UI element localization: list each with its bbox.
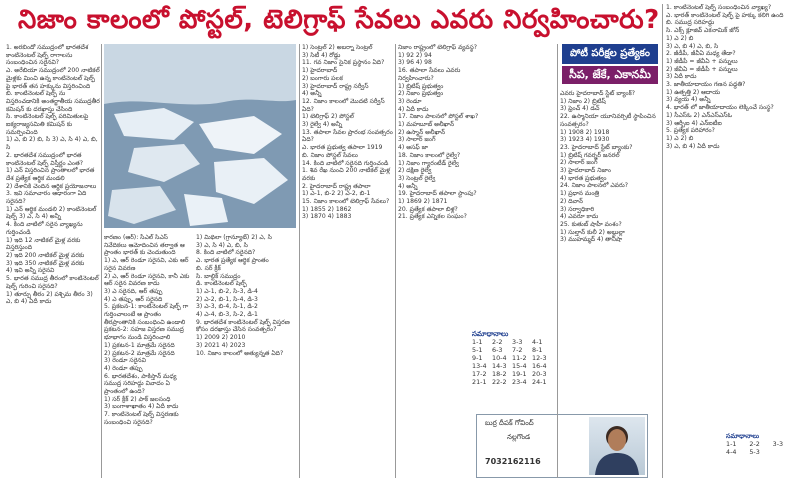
answers-grid-2	[726, 440, 796, 456]
text-line: 4) ఇవి అన్నీ సరైనవి	[6, 267, 55, 275]
answer-cell: 7-2	[512, 346, 523, 354]
text-line: 1) మిథిలా (గ్రాన్యూట్) 2) ఎ, సి	[196, 234, 272, 241]
author-name: బుర్ర దీపక్ గోవింద్	[485, 419, 534, 427]
text-line: ఎ. భారత ప్రత్యేక ఆర్థిక ప్రాంతం	[196, 257, 269, 265]
text-line: 1) ఎన్ ఆర్థిక మండలి 2) కాంటినెంటల్ షెల్ఫ్ 3) ఎ, సి 4) అన్నీ	[6, 205, 97, 221]
answer-cell: 10-4	[492, 354, 507, 362]
answer-cell: 2-2	[749, 440, 760, 448]
answer-cell: 23-4	[512, 378, 527, 386]
text-line: 1) సర్ క్రీక్ 2) పాక్ జలసంధి	[104, 395, 171, 403]
text-line: 1) ప్రధాన మంత్రి	[560, 190, 600, 198]
text-line: 3) ఎ, బి 4) ఏదీ కాదు	[666, 142, 720, 150]
answer-cell: 17-2	[472, 370, 487, 378]
text-line: 5. ప్రత్యేక పరిహారం?	[666, 127, 715, 135]
answer-cell: 8-1	[532, 346, 543, 354]
text-line: 1) 1908 2) 1918	[560, 128, 610, 136]
column-divider	[395, 44, 396, 478]
text-line: 18. నిజాం కాలంలో రైల్వే?	[398, 151, 461, 159]
question-column-5	[398, 44, 490, 478]
text-line: 3) 1923 4) 1930	[560, 136, 610, 144]
author-place: నల్లగొండ	[507, 433, 531, 441]
text-line: 12. నిజాం కాలంలో మొదటి సర్వీస్ ఏది?	[302, 97, 385, 113]
question-column-6	[560, 90, 660, 326]
text-line: 3) సర్వాధికారి	[560, 205, 595, 213]
text-line: 6. భారతదేశం, పాకిస్తాన్ మధ్య సముద్ర సరిహద్దు వివాదం ఏ ప్రాంతంలో ఉంది?	[104, 372, 177, 396]
question-column-7	[666, 4, 796, 428]
text-line: 9. భారతదేశ కాంటినెంటల్ షెల్ఫ్ విస్తరణ కోసం దరఖాస్తు చేసిన సంవత్సరం?	[196, 318, 290, 334]
text-line: 23. హైదరాబాద్ స్టేట్ బ్యాంకు?	[560, 143, 633, 151]
text-line: 1) హైదరాబాద్	[302, 67, 338, 75]
question-column-4	[302, 44, 394, 478]
text-line: 4) అన్నీ	[302, 90, 322, 98]
text-line: 3) 2021 4) 2023	[196, 341, 246, 349]
column-divider	[101, 44, 102, 478]
column-divider	[299, 44, 300, 478]
text-line: 5. ప్రకటన-1: కాంటినెంటల్ షెల్ఫ్ గా గుర్తించాలంటే ఆ ప్రాంతం తీరప్రాంతానికి సంబంధించి ఉండాలి	[104, 303, 189, 326]
text-line: 1) సెంట్రల్ 2) అబర్నా సెంట్రల్	[302, 44, 373, 51]
text-line: 1) ఉత్పత్తి 2) ఆదాయ	[666, 88, 721, 96]
answer-cell: 22-2	[492, 378, 507, 386]
text-line: 3) ఇది 350 నాటికల్ మైళ్ల వరకు	[6, 259, 85, 267]
text-line: 2) ప్రకటన-2 మాత్రమే సరైనది	[104, 349, 175, 357]
text-line: 15. నిజాం కాలంలో టెలిగ్రాఫ్ సేవలు?	[302, 198, 390, 206]
competitive-exam-special-badge: పోటీ పరీక్షల ప్రత్యేకం	[562, 44, 658, 64]
text-line: 2) ఎ, ఆర్ రెండూ సరైనవి, కానీ ఎకు ఆర్ సరైన వివరణ కాదు	[104, 272, 190, 288]
text-line: 1) ఇది 12 నాటికల్ మైళ్ల వరకు విస్తరిస్తుంది	[6, 236, 81, 252]
author-phone: 7032162116	[485, 457, 541, 466]
text-line: 2. హైదరాబాద్ రాష్ట్ర తపాలా	[302, 182, 371, 190]
answers-table-2	[726, 432, 796, 456]
text-line: సి. ఎక్స్ క్లూజివ్ ఎకనామిక్ జోన్	[666, 27, 740, 35]
text-line: 3) సెంట్రల్ రైల్వే	[398, 174, 436, 182]
text-line: 3) 1870 4) 1883	[302, 213, 352, 221]
answer-cell: 12-3	[532, 354, 547, 362]
text-line: 1. కాంటినెంటల్ షెల్ఫ్ సంబంధించిన వ్యాఖ్య?	[666, 4, 772, 11]
answer-cell: 3-3	[772, 440, 784, 448]
text-line: 2) ఇది 200 నాటికల్ మైళ్ల వరకు	[6, 251, 85, 259]
answer-cell: 6-3	[492, 346, 503, 354]
answer-cell: 3-3	[512, 338, 523, 346]
text-line: ఎ. భారత ప్రభుత్వ తపాలా 1919	[302, 144, 383, 152]
answer-cell: 5-1	[472, 346, 483, 354]
text-line: 4) ఏదీ కాదు	[398, 105, 429, 113]
answer-cell: 21-1	[472, 378, 487, 386]
text-line: 1) ఎ-1, బి-2 2) ఎ-2, బి-1	[302, 190, 371, 198]
text-line: 3) హైదరాబాద్ రాష్ట్ర సర్వీస్	[302, 82, 369, 90]
author-photo	[589, 417, 645, 475]
text-line: ఎవరు హైదరాబాద్ స్టేట్ బ్యాంక్?	[560, 90, 636, 97]
text-line: 3) ఎ, బి 4) ఎ, బి, సి	[666, 42, 719, 50]
text-line: 1) ఎ 2) బి	[666, 134, 694, 142]
text-line: 3. ఇవి సమాచారం ఆధారంగా ఏది సరైనది?	[6, 190, 87, 206]
text-line: 1) బ్రిటిష్ ప్రభుత్వం	[398, 82, 444, 90]
text-line: 1) తూర్పు తీరం 2) పశ్చిమ తీరం 3) ఎ, బి 4) ఏదీ కాదు	[6, 290, 93, 306]
text-line: 20. ప్రత్యేక తపాలా బిళ్ల?	[398, 205, 458, 213]
text-line: నిజాం రాష్ట్రంలో టెలిగ్రాఫ్ వ్యవస్థ?	[398, 44, 478, 51]
question-column-3	[196, 234, 296, 478]
text-line: 1. శివ రేఖ నుంచి 200 నాటికల్ మైళ్ల వరకు	[302, 167, 391, 182]
text-line: 22. ఉస్మానియా యూనివర్సిటీ స్థాపించిన సంవత్సరం?	[560, 113, 656, 128]
answer-cell: 18-2	[492, 370, 507, 378]
text-line: 1) 92 2) 94	[398, 51, 432, 59]
text-line: 1) 1855 2) 1862	[302, 205, 352, 213]
author-box	[476, 414, 648, 478]
text-line: 11. గవ నిజాం సైనిక ప్రస్థానం ఏది?	[302, 59, 385, 67]
column-divider	[557, 44, 558, 478]
answer-cell: 20-3	[532, 370, 547, 378]
answer-cell: 15-4	[512, 362, 527, 370]
answer-cell: 14-3	[492, 362, 507, 370]
text-line: 4. భారత్ లో జాతీయాదాయం లెక్కించే సంస్థ?	[666, 104, 774, 112]
answers-table	[472, 330, 552, 386]
text-line: 2) బంగారు పలక	[302, 74, 343, 82]
text-line: 5. భారత సముద్ర తీరంలో కాంటినెంటల్ షెల్ఫ్ గురించి సరైనది?	[6, 275, 99, 290]
text-line: 3) ఏదీ కాదు	[666, 73, 697, 81]
text-line: 2) దివాన్	[560, 197, 583, 205]
text-line: 1) ఎ, ఆర్ రెండూ సరైనవి, ఎకు ఆర్ సరైన వివరణ	[104, 257, 189, 272]
headline: నిజాం కాలంలో పోస్టల్, టెలిగ్రాఫ్ సేవలు ఎవరు నిర్వహించారు?	[18, 5, 660, 35]
text-line: 3) సిటీ 4) రోడ్డు	[302, 51, 341, 59]
answer-cell: 16-4	[532, 362, 547, 370]
text-line: 1) సీఎస్ఓ 2) ఎన్ఎస్ఎస్ఓ	[666, 111, 732, 119]
answer-cell: 1-1	[726, 440, 737, 448]
answers-grid	[472, 338, 552, 386]
text-line: 3. జాతీయాదాయం గణన పద్ధతి?	[666, 81, 746, 89]
question-column-2	[104, 234, 192, 478]
text-line: 3) ఎ సరైనది, ఆర్ తప్పు	[104, 287, 163, 295]
text-line: 4) అన్నీ	[398, 182, 418, 190]
text-line: 3) రెండూ	[398, 97, 422, 105]
text-line: 3) వ్యయ 4) అన్నీ	[666, 96, 711, 104]
text-line: 4) ఎ తప్పు, ఆర్ సరైనది	[104, 295, 163, 303]
text-line: 21. ప్రత్యేక ఎన్నికల సంఘం?	[398, 213, 467, 221]
answer-cell: 2-2	[492, 338, 503, 346]
question-column-1	[6, 44, 100, 478]
text-line: ప్రకటన-2: సహజ విస్తరణ సముద్ర భూభాగం నుండి విస్తరించాలి	[104, 326, 184, 342]
text-line: 3) ముహమ్మద్ 4) తానీషా	[560, 236, 623, 244]
text-line: 2) జీవీఏ = జీడీపీ + పన్నులు	[666, 65, 738, 73]
text-line: 3) ఫ్రెంచ్ 4) డచ్	[560, 105, 600, 113]
answer-cell: 19-1	[512, 370, 527, 378]
text-line: 1) మహబూబ్ అలీఖాన్	[398, 121, 455, 129]
answers-2-heading: సమాధానాలు	[726, 432, 760, 440]
text-line: 3) రైల్వే 4) అన్నీ	[302, 121, 343, 129]
answer-cell: 4-4	[726, 448, 737, 456]
text-line: 4. కింది వాటిలో సరైన వ్యాఖ్యను గుర్తించండి	[6, 221, 83, 236]
text-line: 1) ప్రకటన-1 మాత్రమే సరైనది	[104, 341, 175, 349]
text-line: కారణం (ఆర్): సీఎల్ సిఎస్ నివేదికలు ఆమోదించిన తర్వాత ఆ ప్రాంతం భారత్ కు చెందుతుంది	[104, 234, 185, 257]
text-line: 3) ఎ, సి 4) ఎ, బి, సి	[196, 241, 248, 249]
answer-cell: 9-1	[472, 354, 483, 362]
answer-cell: 1-1	[472, 338, 483, 346]
text-line: 2) దేశానికి చెందిన ఆర్థిక ప్రయోజనాలు	[6, 182, 97, 190]
text-line: 3) ఎ-3, బి-4, సి-1, డి-2	[196, 303, 258, 311]
text-line: 1) టెలిగ్రాఫ్ 2) పోస్టల్	[302, 113, 354, 121]
text-line: డి. కాంటినెంటల్ షెల్ఫ్	[196, 280, 247, 288]
text-line: 1. అరబిందో సముద్రంలో భారతదేశ కాంటినెంటల్ షెల్ఫ్ రాగాలను సంబంధించిన సరైనవి?	[6, 44, 89, 67]
column-divider	[662, 4, 663, 478]
text-line: 1) జీడీపీ = జీవీఏ + పన్నులు	[666, 57, 738, 65]
subject-badge: సీప, జేకే, ఎకానమీ	[562, 66, 658, 84]
text-line: 16. తపాలా సేవలు ఎవరు నిర్వహించారు?	[398, 67, 461, 82]
answer-cell: 24-1	[532, 378, 547, 386]
text-line: బి. సర్ క్రీక్	[196, 264, 221, 272]
text-line: 4) అసఫ్ జా	[398, 144, 428, 152]
text-line: 3) హైదరాబాద్ నిజాం	[560, 167, 611, 175]
text-line: 25. కుతుబ్ షాహీ వంశం?	[560, 220, 622, 228]
text-line: బి. సముద్ర సరిహద్దు	[666, 19, 715, 27]
text-line: 2) ఉస్మాన్ అలీఖాన్	[398, 128, 446, 136]
answer-cell: 13-4	[472, 362, 487, 370]
text-line: సి. బాల్టిక్ సముద్రం	[196, 272, 241, 280]
text-line: 2) ఎ-2, బి-1, సి-4, డి-3	[196, 295, 258, 303]
answer-cell: 11-2	[512, 354, 527, 362]
text-line: బి. కాంటినెంటల్ షెల్ఫ్ ను విస్తరించడానికి అంతర్జాతీయ సముద్రతీర కమిషన్ కు దరఖాస్తు చేసింది	[6, 90, 100, 113]
answers-heading: సమాధానాలు	[472, 330, 509, 338]
text-line: 4) భారత ప్రభుత్వం	[560, 174, 607, 182]
text-line: 1) ఎ-1, బి-2, సి-3, డి-4	[196, 287, 258, 295]
text-line: 1) బ్రిటిష్ గవర్నర్ జనరల్	[560, 151, 620, 159]
text-line: 1) నిజాం గ్యారంటీడ్ రైల్వే	[398, 159, 459, 167]
text-line: 2. భారతదేశ సముద్రంలో భారత కాంటినెంటల్ షెల్ఫ్ విస్తీర్ణం ఎంత?	[6, 151, 83, 167]
text-line: 3) రెండూ సరైనవి	[104, 357, 146, 365]
text-line: బి. నిజాం పోస్టల్ సేవలు	[302, 151, 358, 159]
text-line: 1) 2009 2) 2010	[196, 334, 246, 342]
text-line: 3) 96 4) 98	[398, 59, 432, 67]
text-line: 17. నిజాం పాలనలో పోస్టల్ శాఖ?	[398, 113, 479, 121]
text-line: ఎ. భారత్ కాంటినెంటల్ షెల్ఫ్ పై హక్కు కలిగి ఉంది	[666, 11, 784, 19]
text-line: 1) ఎ, బి 2) బి, సి 3) ఎ, సి 4) ఎ, బి, సి	[6, 136, 98, 152]
text-line: 14. కింది వాటిలో సరైనది గుర్తించండి	[302, 159, 389, 167]
answer-cell: 4-1	[532, 338, 543, 346]
text-line: 1) ఎన్ విస్తరించిన ప్రాంతాలలో భారత దేశ ప్రత్యేక ఆర్థిక మండలి	[6, 167, 95, 182]
text-line: 7. కాంటినెంటల్ షెల్ఫ్ విస్తరణకు సంబంధించి సరైనది?	[104, 411, 179, 426]
answer-cell: 5-3	[749, 448, 760, 456]
text-line: 3) ఆర్బీఐ 4) ఎన్ఐటీఐ	[666, 119, 722, 127]
text-line: 4) ఎ-4, బి-3, సి-2, డి-1	[196, 311, 258, 319]
text-line: 13. తపాలా సేవల ప్రారంభ సంవత్సరం ఏది?	[302, 128, 393, 144]
text-line: 8. కింది వాటిలో సరైనది?	[196, 249, 256, 257]
text-line: 3) బంగాళాఖాతం 4) ఏదీ కాదు	[104, 403, 179, 411]
text-line: 2) నిజాం ప్రభుత్వం	[398, 90, 444, 98]
text-line: 2. జీడీపీ, జీవీఏ మధ్య తేడా?	[666, 50, 736, 58]
text-line: 1) ఎ 2) బి	[666, 34, 694, 42]
sea-ice-photo	[104, 44, 296, 228]
text-line: సి. కాంటినెంటల్ షెల్ఫ్ పరిమితులపై ఐక్యరాజ్యసమితి కమిషన్ కు సమర్పించింది	[6, 113, 89, 136]
text-line: 4) రెండూ తప్పు	[104, 364, 143, 372]
text-line: 2) దక్షిణ రైల్వే	[398, 167, 432, 175]
text-line: 24. నిజాం పాలనలో ఎవరు?	[560, 182, 628, 190]
text-line: 1) 1869 2) 1871	[398, 198, 448, 206]
text-line: 4) ఎవరూ కాదు	[560, 213, 599, 221]
text-line: 10. నిజాం కాలంలో అత్యున్నత ఏది?	[196, 349, 284, 357]
text-line: ఎ. అరేబియా సముద్రంలో 200 నాటికల్ మైళ్లకు మించి ఉన్న కాంటినెంటల్ షెల్ఫ్ పై భారత్ తన హక్కును విస్తరించింది	[6, 67, 100, 90]
text-line: 3) సాలార్ జంగ్	[398, 136, 436, 144]
text-line: 1) సుల్తాన్ కులీ 2) అబ్దుల్లా	[560, 228, 625, 236]
text-line: 2) సాలార్ జంగ్	[560, 159, 598, 167]
text-line: 1) నిజాం 2) బ్రిటిష్	[560, 97, 606, 105]
text-line: 19. హైదరాబాద్ తపాలా స్టాంపు?	[398, 190, 477, 198]
